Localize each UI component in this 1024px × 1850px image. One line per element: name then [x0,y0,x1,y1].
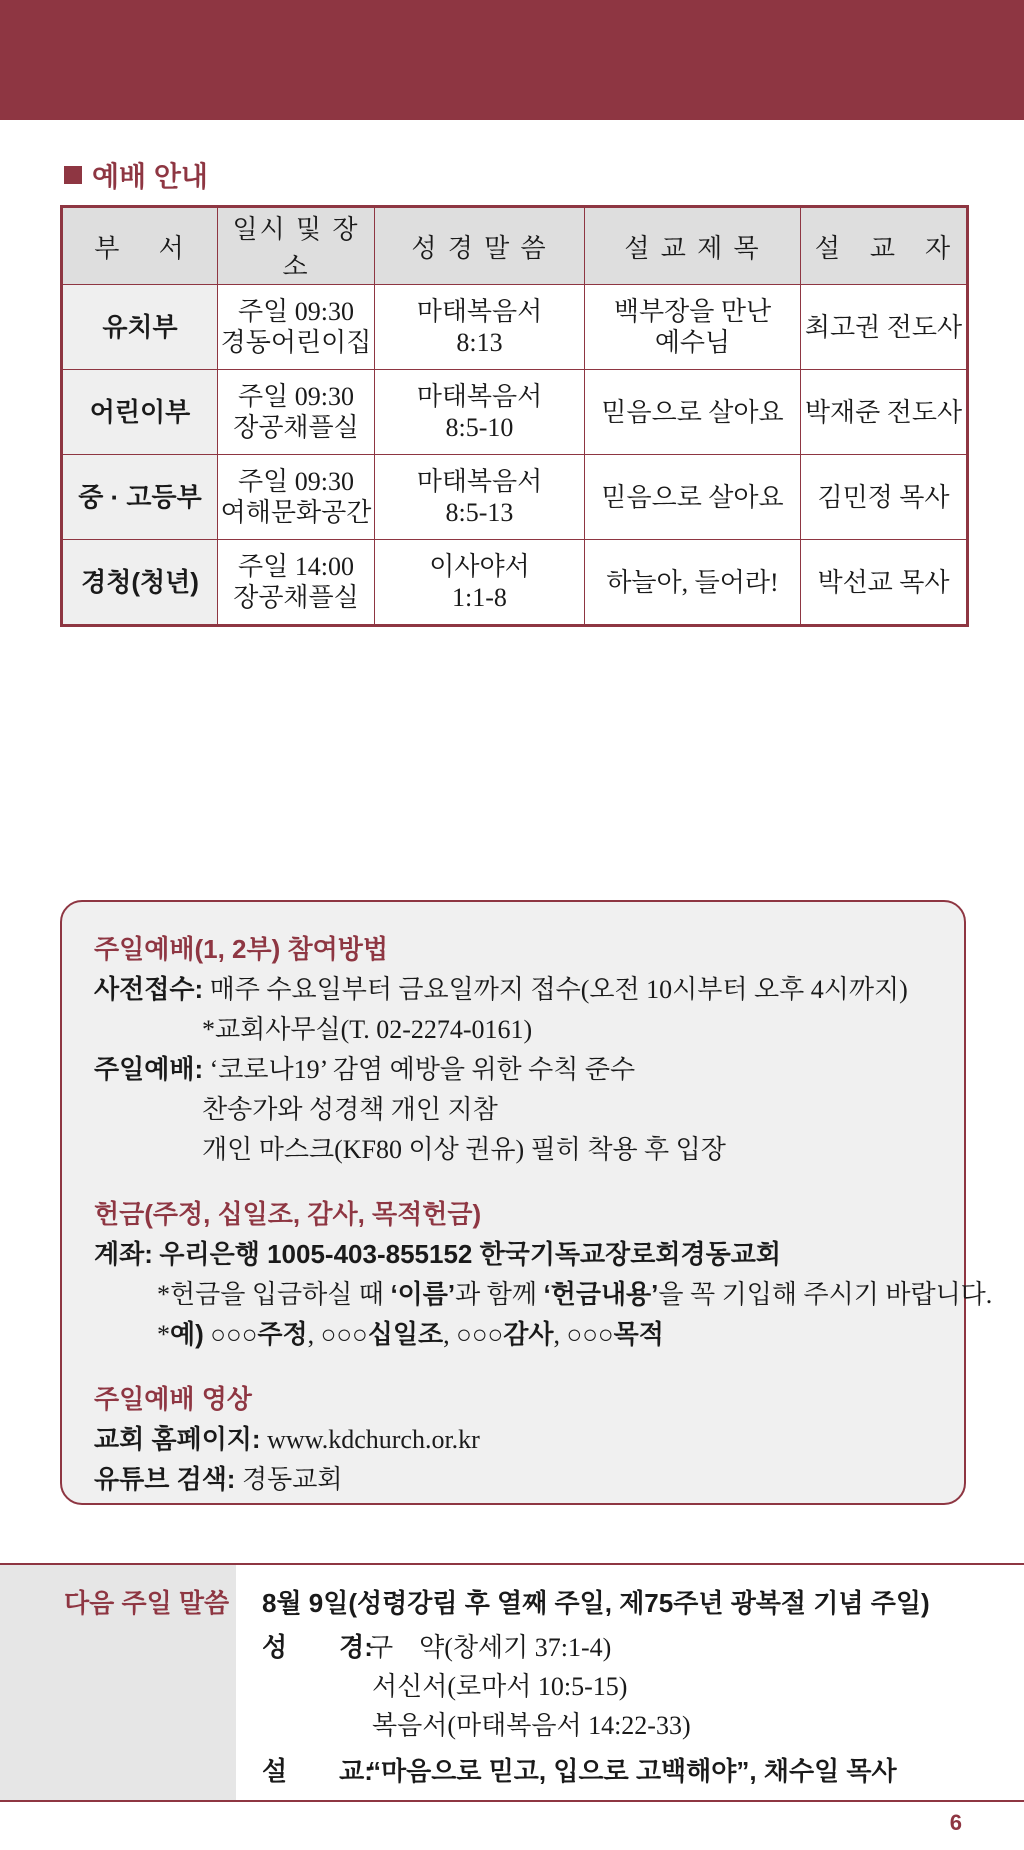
header-department: 부 서 [62,207,218,285]
place-text: 장공채플실 [233,583,359,612]
preacher-cell: 박선교 목사 [801,540,968,626]
book-text: 마태복음서 [416,382,543,411]
example-label: 예) [170,1319,204,1349]
section-heading [64,155,208,195]
time-place-cell [218,455,375,540]
offering-note-content: ‘헌금내용’ [543,1279,659,1309]
worship-text-1: ‘코로나19’ 감염 예방을 위한 수칙 준수 [209,1055,636,1084]
department-cell: 어린이부 [62,370,218,455]
example-prefix: * [157,1320,170,1349]
sermon-label: 설 교: [262,1756,373,1786]
worship-line [94,1049,635,1086]
place-text: 여해문화공간 [220,498,372,527]
homepage-line [94,1419,480,1456]
time-place-cell [218,285,375,370]
example-word: 목적 [613,1319,664,1349]
example-placeholder: ○○○ [203,1320,258,1349]
next-week-section [0,1563,1024,1802]
homepage-label: 교회 홈페이지: [94,1424,261,1454]
header-time-place: 일시 및 장소 [218,207,375,285]
offering-heading: 헌금(주정, 십일조, 감사, 목적헌금) [94,1199,482,1229]
youtube-line [94,1459,342,1496]
book-text: 마태복음서 [416,467,543,496]
header-scripture: 성 경 말 씀 [375,207,585,285]
video-heading: 주일예배 영상 [94,1384,252,1414]
participation-heading: 주일예배(1, 2부) 참여방법 [94,934,388,964]
time-text: 주일 09:30 [238,382,354,411]
epistle-reading: 서신서(로마서 10:5-15) [372,1672,628,1701]
verse-text: 8:5-10 [445,413,514,442]
verse-text: 8:5-13 [445,498,514,527]
verse-text: 8:13 [456,328,503,357]
example-placeholder: , ○○○ [443,1320,504,1349]
book-text: 이사야서 [429,552,530,581]
place-text: 경동어린이집 [220,328,372,357]
scripture-cell [375,370,585,455]
offering-note-name: ‘이름’ [390,1279,456,1309]
sermon-title-cell [585,285,801,370]
table-row [62,285,968,370]
account-label: 계좌: [94,1239,153,1269]
scripture-cell [375,455,585,540]
time-place-cell [218,370,375,455]
worship-label: 주일예배: [94,1054,204,1084]
title-line-1: 백부장을 만난 [613,297,772,326]
scripture-cell [375,540,585,626]
preacher-cell: 박재준 전도사 [801,370,968,455]
top-banner [0,0,1024,120]
account-text: 우리은행 1005-403-855152 한국기독교장로회경동교회 [159,1239,781,1269]
preacher-cell: 최고권 전도사 [801,285,968,370]
example-placeholder: , ○○○ [553,1320,614,1349]
offering-note [157,1274,992,1311]
table-row [62,540,968,626]
next-week-date: 8월 9일(성령강림 후 열째 주일, 제75주년 광복절 기념 주일) [262,1588,930,1618]
example-word: 십일조 [367,1319,444,1349]
verse-text: 1:1-8 [452,583,507,612]
header-sermon-title: 설 교 제 목 [585,207,801,285]
youtube-label: 유튜브 검색: [94,1464,236,1494]
section-title-text: 예배 안내 [92,161,208,192]
registration-label: 사전접수: [94,974,204,1004]
header-preacher: 설 교 자 [801,207,968,285]
registration-contact: *교회사무실(T. 02-2274-0161) [202,1015,533,1044]
homepage-link[interactable]: www.kdchurch.or.kr [267,1425,480,1454]
youtube-text: 경동교회 [241,1465,343,1494]
page-number: 6 [949,1810,962,1835]
sermon-title-cell: 믿음으로 살아요 [585,455,801,540]
next-week-heading: 다음 주일 말씀 [64,1588,230,1618]
offering-note-part: 과 함께 [455,1280,544,1309]
time-place-cell [218,540,375,626]
registration-line [94,969,908,1006]
title-line-2: 예수님 [654,328,731,357]
example-placeholder: , ○○○ [307,1320,368,1349]
offering-note-part: *헌금을 입금하실 때 [157,1280,391,1309]
scripture-label: 성 경: [262,1632,373,1662]
next-week-label-panel [0,1565,236,1800]
sermon-title-cell: 믿음으로 살아요 [585,370,801,455]
example-word: 감사 [503,1319,554,1349]
preacher-cell: 김민정 목사 [801,455,968,540]
place-text: 장공채플실 [233,413,359,442]
example-word: 주정 [257,1319,308,1349]
table-header-row [62,207,968,285]
time-text: 주일 14:00 [238,552,354,581]
registration-text: 매주 수요일부터 금요일까지 접수(오전 10시부터 오후 4시까지) [209,975,908,1004]
service-schedule-table [60,205,969,627]
table-row [62,370,968,455]
gospel-reading: 복음서(마태복음서 14:22-33) [372,1711,691,1740]
sermon-text: “마음으로 믿고, 입으로 고백해야”, 채수일 목사 [368,1756,897,1786]
department-cell: 중 · 고등부 [62,455,218,540]
time-text: 주일 09:30 [238,467,354,496]
info-box [60,900,993,1505]
sermon-title-cell: 하늘아, 들어라! [585,540,801,626]
worship-text-3: 개인 마스크(KF80 이상 권유) 필히 착용 후 입장 [202,1135,726,1164]
old-testament-reading: 구 약(창세기 37:1-4) [368,1633,612,1662]
time-text: 주일 09:30 [238,297,354,326]
book-text: 마태복음서 [416,297,543,326]
worship-text-2: 찬송가와 성경책 개인 지참 [202,1095,498,1124]
account-line [94,1234,781,1271]
square-bullet-icon [64,166,82,184]
department-cell: 경청(청년) [62,540,218,626]
table-row [62,455,968,540]
offering-example [157,1314,664,1351]
scripture-cell [375,285,585,370]
department-cell: 유치부 [62,285,218,370]
offering-note-part: 을 꼭 기입해 주시기 바랍니다. [658,1280,993,1309]
